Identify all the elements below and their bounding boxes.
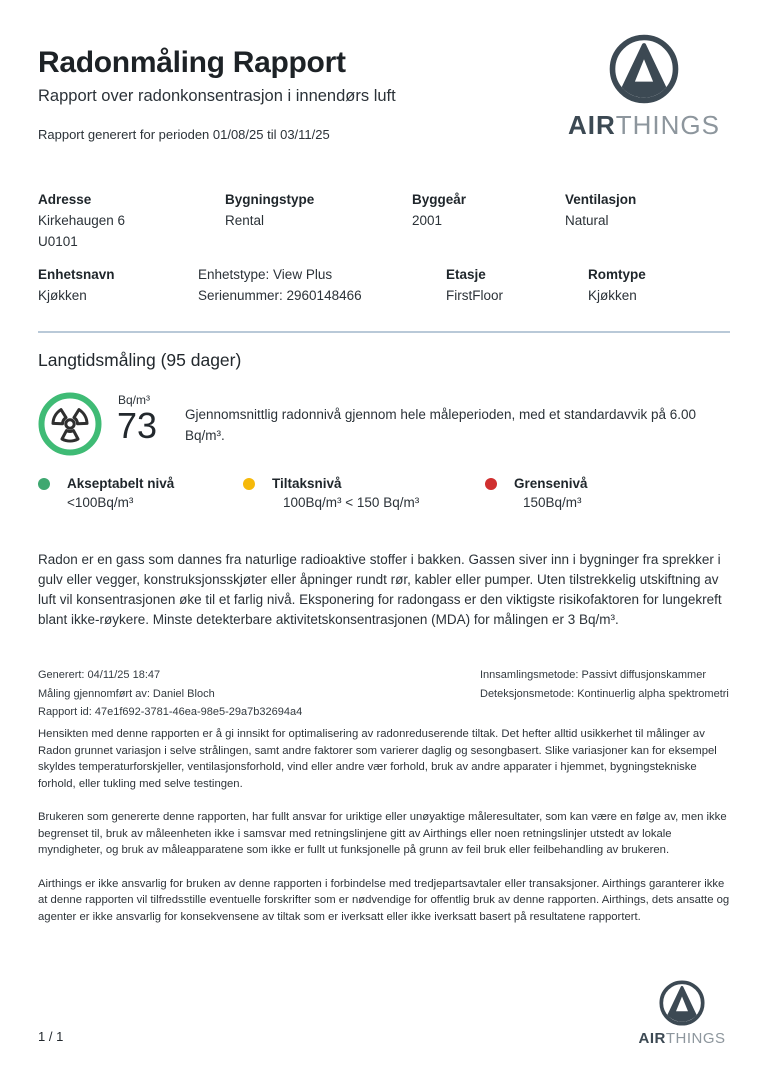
page-title: Radonmåling Rapport xyxy=(38,46,346,79)
green-dot-icon xyxy=(38,478,50,490)
wordmark-air: AIR xyxy=(567,110,616,140)
page-number: 1 / 1 xyxy=(38,1029,64,1044)
level-range: 150Bq/m³ xyxy=(523,495,582,510)
info-label: Etasje xyxy=(446,267,486,282)
info-label: Adresse xyxy=(38,192,92,207)
level-name: Tiltaksnivå xyxy=(272,476,342,491)
meta-right xyxy=(480,666,729,703)
info-value: Serienummer: 2960148466 xyxy=(198,287,362,303)
wordmark-things: THINGS xyxy=(665,1030,726,1047)
disclaimer-paragraph: Airthings er ikke ansvarlig for bruken av denne rapporten i forbindelse med tredjepartsavtaler eller transaksjoner. Airthings garanterer ikke at denne rapporten vil tilfredsstille eventuelle forskrifter som er nødvendige for offentlig bruk av denne rapporten. Airthings, dets ansatte og agenter er ikke ansvarlig for konsekvensene av tiltak som er iverksatt eller ikke iverksatt basert på resultatene rapportert. xyxy=(38,877,730,923)
info-address xyxy=(38,190,225,253)
level-action xyxy=(243,476,419,510)
report-period: Rapport generert for perioden 01/08/25 til 03/11/25 xyxy=(38,127,330,142)
red-dot-icon xyxy=(485,478,497,490)
info-floor xyxy=(446,265,588,307)
airthings-footer-logo-icon xyxy=(659,980,705,1026)
meta-generated: Generert: 04/11/25 18:47 xyxy=(38,669,161,681)
level-name: Akseptabelt nivå xyxy=(67,476,175,491)
meta-detection-method: Deteksjonsmetode: Kontinuerlig alpha spektrometri xyxy=(480,687,729,700)
radon-level-icon xyxy=(38,392,102,456)
report-metadata xyxy=(38,666,730,722)
info-device-type xyxy=(198,265,446,307)
building-info-row xyxy=(38,190,730,253)
level-range: <100Bq/m³ xyxy=(67,495,134,510)
level-name: Grensenivå xyxy=(514,476,588,491)
report-header xyxy=(38,46,538,142)
section-divider xyxy=(38,331,730,333)
measurement-value: 73 xyxy=(117,405,158,446)
info-label: Romtype xyxy=(588,267,646,282)
measurement-description: Gjennomsnittlig radonnivå gjennom hele måleperioden, med et standardavvik på 6.00 Bq/m³. xyxy=(185,407,697,443)
section-title-long-term: Langtidsmåling (95 dager) xyxy=(38,350,242,370)
level-limit xyxy=(485,476,588,510)
meta-report-id: Rapport id: 47e1f692-3781-46ea-98e5-29a7b32694a4 xyxy=(38,706,303,719)
info-value: Kjøkken xyxy=(38,287,87,303)
airthings-footer-logo xyxy=(627,980,737,1047)
disclaimer-paragraph: Hensikten med denne rapporten er å gi innsikt for optimalisering av radonreduserende tiltak. Det hefter alltid usikkerhet til målinger av Radon grunnet variasjon i selve strålingen, samt andre faktorer som varierer daglig og sesongbasert. Slike variasjoner kan for eksempel skyldes temperaturforskjeller, ventilasjonsforhold, vind eller andre vær forhold, bruk av andre apparater i hjemmet, bygningstekniske forhold, eller tukling med selve testingen. xyxy=(38,728,717,790)
info-value: FirstFloor xyxy=(446,287,503,303)
airthings-wordmark xyxy=(554,110,734,141)
meta-performed-by: Måling gjennomført av: Daniel Bloch xyxy=(38,687,215,700)
wordmark-things: THINGS xyxy=(615,110,720,140)
measurement-unit: Bq/m³ xyxy=(118,393,151,407)
info-value: Enhetstype: View Plus xyxy=(198,267,333,282)
device-info-row xyxy=(38,265,730,307)
info-build-year xyxy=(412,190,565,253)
airthings-footer-wordmark xyxy=(627,1030,737,1047)
info-value: Kjøkken xyxy=(588,287,637,303)
info-label: Enhetsnavn xyxy=(38,267,115,282)
info-room-type xyxy=(588,265,730,307)
info-label: Byggeår xyxy=(412,192,467,207)
info-ventilation xyxy=(565,190,730,253)
level-acceptable xyxy=(38,476,174,510)
info-device-name xyxy=(38,265,198,307)
airthings-logo-icon xyxy=(609,34,679,104)
info-label: Ventilasjon xyxy=(565,192,637,207)
yellow-dot-icon xyxy=(243,478,255,490)
level-range: 100Bq/m³ < 150 Bq/m³ xyxy=(283,495,420,510)
info-value: Rental xyxy=(225,212,265,228)
page-subtitle: Rapport over radonkonsentrasjon i innendørs luft xyxy=(38,87,396,105)
meta-collection-method: Innsamlingsmetode: Passivt diffusjonskammer xyxy=(480,669,707,681)
info-value: U0101 xyxy=(38,233,78,249)
info-building-type xyxy=(225,190,412,253)
wordmark-air: AIR xyxy=(638,1030,666,1047)
levels-legend xyxy=(0,476,768,532)
airthings-logo xyxy=(554,34,734,141)
info-value: Natural xyxy=(565,212,609,228)
disclaimer-paragraph: Brukeren som genererte denne rapporten, har fullt ansvar for uriktige eller unøyaktige måleresultater, som kan være en følge av, men ikke begrenset til, bruk av måleenheten ikke i samsvar med retningslinjene gitt av Airthings eller noen retningslinjer utstedt av lokale myndigheter, og bruk av måleapparatene som ikke er fullt ut funksjonelle på grunn av feil bruk eller feilbehandling av brukeren. xyxy=(38,811,727,856)
radon-info-paragraph: Radon er en gass som dannes fra naturlige radioaktive stoffer i bakken. Gassen siver inn i bygninger fra sprekker i gulv eller vegger, konstruksjonsskjøter eller åpninger rundt rør, kabler eller pumper. Uten tilstrekkelig utskiftning av luft vil konsentrasjonen øke til et farlig nivå. Eksponering for radongass er den viktigste risikofaktoren for lungekreft blant ikke-røykere. Minste detekterbare aktivitetskonsentrasjonen (MDA) for målingen er 3 Bq/m³. xyxy=(38,552,722,627)
info-value: 2001 xyxy=(412,212,443,228)
info-value: Kirkehaugen 6 xyxy=(38,212,126,228)
info-label: Bygningstype xyxy=(225,192,315,207)
radiation-icon xyxy=(38,392,102,456)
disclaimer-section xyxy=(38,726,732,942)
